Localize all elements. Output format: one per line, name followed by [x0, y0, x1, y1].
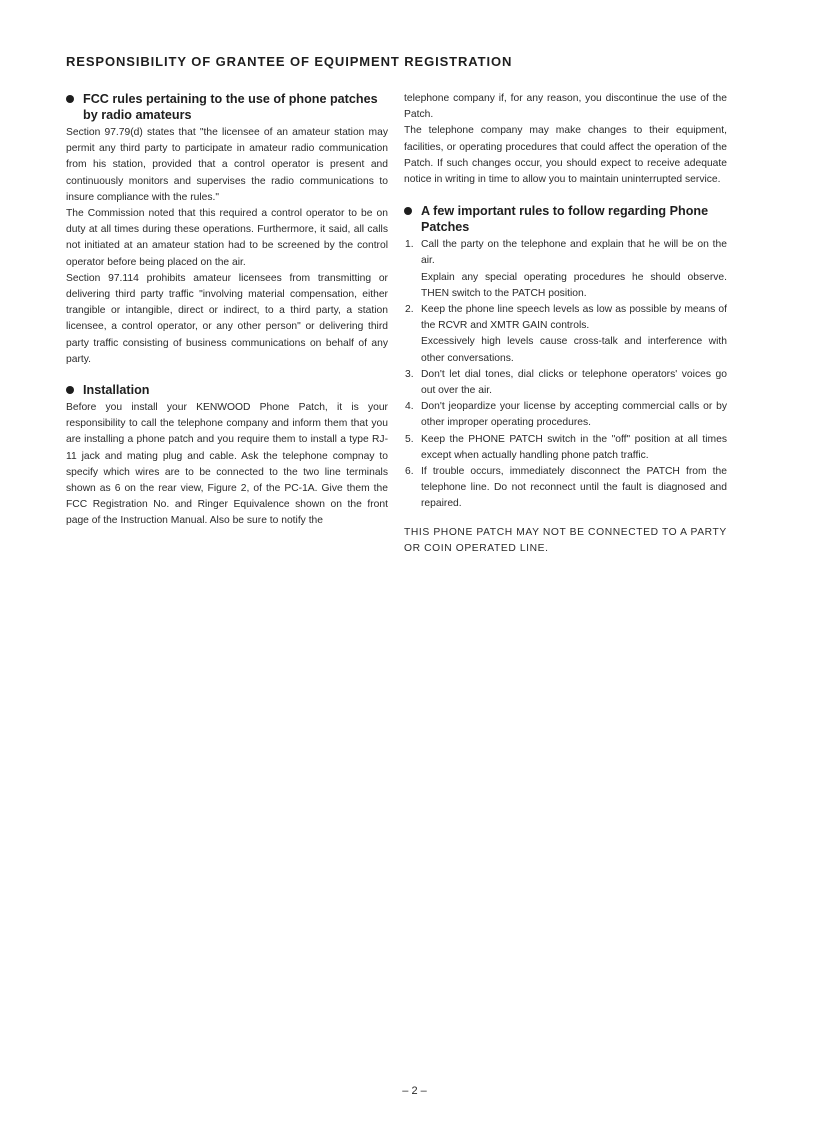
installation-heading-text: Installation: [83, 383, 150, 398]
rule-item-5: [404, 432, 727, 464]
bullet-icon: [66, 95, 74, 103]
rule-text: Keep the PHONE PATCH switch in the "off" position at all times except when actually handling phone patch traffic.: [421, 433, 727, 461]
section-heading-installation: [66, 382, 388, 398]
page-title: RESPONSIBILITY OF GRANTEE OF EQUIPMENT REGISTRATION: [66, 54, 513, 69]
changes-paragraph: The telephone company may make changes to their equipment, facilities, or operating procedures that could affect the operation of the Patch. If such changes occur, you should expect to receive adequate notice in writing in time to allow you to maintain uninterrupted service.: [404, 125, 727, 186]
section-heading-rules: [404, 203, 727, 235]
fcc-paragraph-3: Section 97.114 prohibits amateur licensees from transmitting or delivering third party traffic "involving material compensation, either trangible or intangible, direct or indirect, to a third party, a station licensee, a control operator, or any other person" or delivering third party traffic consisting of business communications on behalf of any party.: [66, 272, 388, 365]
continued-paragraph: telephone company if, for any reason, you discontinue the use of the Patch.: [404, 93, 727, 121]
rules-heading-text: A few important rules to follow regarding Phone Patches: [421, 204, 709, 235]
rule-number: 5.: [405, 433, 414, 445]
page-number: – 2 –: [402, 1085, 427, 1097]
rule-number: 1.: [405, 239, 414, 251]
rule-text: If trouble occurs, immediately disconnect the PATCH from the telephone line. Do not reconnect until the fault is diagnosed and repaired.: [421, 466, 727, 510]
section-heading-fcc-rules: [66, 91, 388, 123]
rule-item-4: [404, 399, 727, 431]
rule-extra-text: Excessively high levels cause cross-talk and interference with other conversations.: [421, 336, 727, 364]
fcc-paragraph-2: The Commission noted that this required a control operator to be on duty at all times during these operations. Furthermore, it said, all calls not initiated at an amateur station had to be screened by the control operator before being placed on the air.: [66, 208, 388, 268]
notice-text: THIS PHONE PATCH MAY NOT BE CONNECTED TO A PARTY OR COIN OPERATED LINE.: [404, 526, 727, 554]
rule-item-2: [404, 302, 727, 367]
bullet-icon: [404, 207, 412, 215]
rule-item-1: [404, 237, 727, 302]
left-column: [66, 91, 388, 530]
rule-item-6: [404, 464, 727, 513]
bullet-icon: [66, 386, 74, 394]
rule-extra-text: Explain any special operating procedures he should observe. THEN switch to the PATCH position.: [421, 271, 727, 299]
rule-text: Call the party on the telephone and explain that he will be on the air.: [421, 239, 727, 267]
fcc-paragraph-1: Section 97.79(d) states that "the licensee of an amateur station may permit any third party to participate in amateur radio communication from his station, provided that a control operator is present and continuously monitors and supervises the radio communications to insure compliance with the rules.": [66, 127, 388, 203]
rule-number: 3.: [405, 368, 414, 380]
rule-number: 6.: [405, 466, 414, 478]
rule-text: Don't jeopardize your license by accepting commercial calls or by other improper operating procedures.: [421, 401, 727, 429]
right-column: [404, 91, 727, 557]
rule-text: Keep the phone line speech levels as low as possible by means of the RCVR and XMTR GAIN controls.: [421, 304, 727, 332]
rule-item-3: [404, 367, 727, 399]
installation-paragraph: Before you install your KENWOOD Phone Patch, it is your responsibility to call the telephone company and inform them that you are installing a phone patch and you require them to install a type RJ-11 jack and mating plug and cable. Ask the telephone compnay to specify which wires are to be connected to the two line terminals shown as 6 on the rear view, Figure 2, of the PC-1A. Give them the FCC Registration No. and Ringer Equivalence shown on the front page of the Instruction Manual. Also be sure to notify the: [66, 402, 388, 527]
rule-number: 4.: [405, 401, 414, 413]
rule-number: 2.: [405, 304, 414, 316]
fcc-heading-text: FCC rules pertaining to the use of phone patches by radio amateurs: [83, 92, 378, 122]
rule-text: Don't let dial tones, dial clicks or telephone operators' voices go out over the air.: [421, 368, 727, 397]
